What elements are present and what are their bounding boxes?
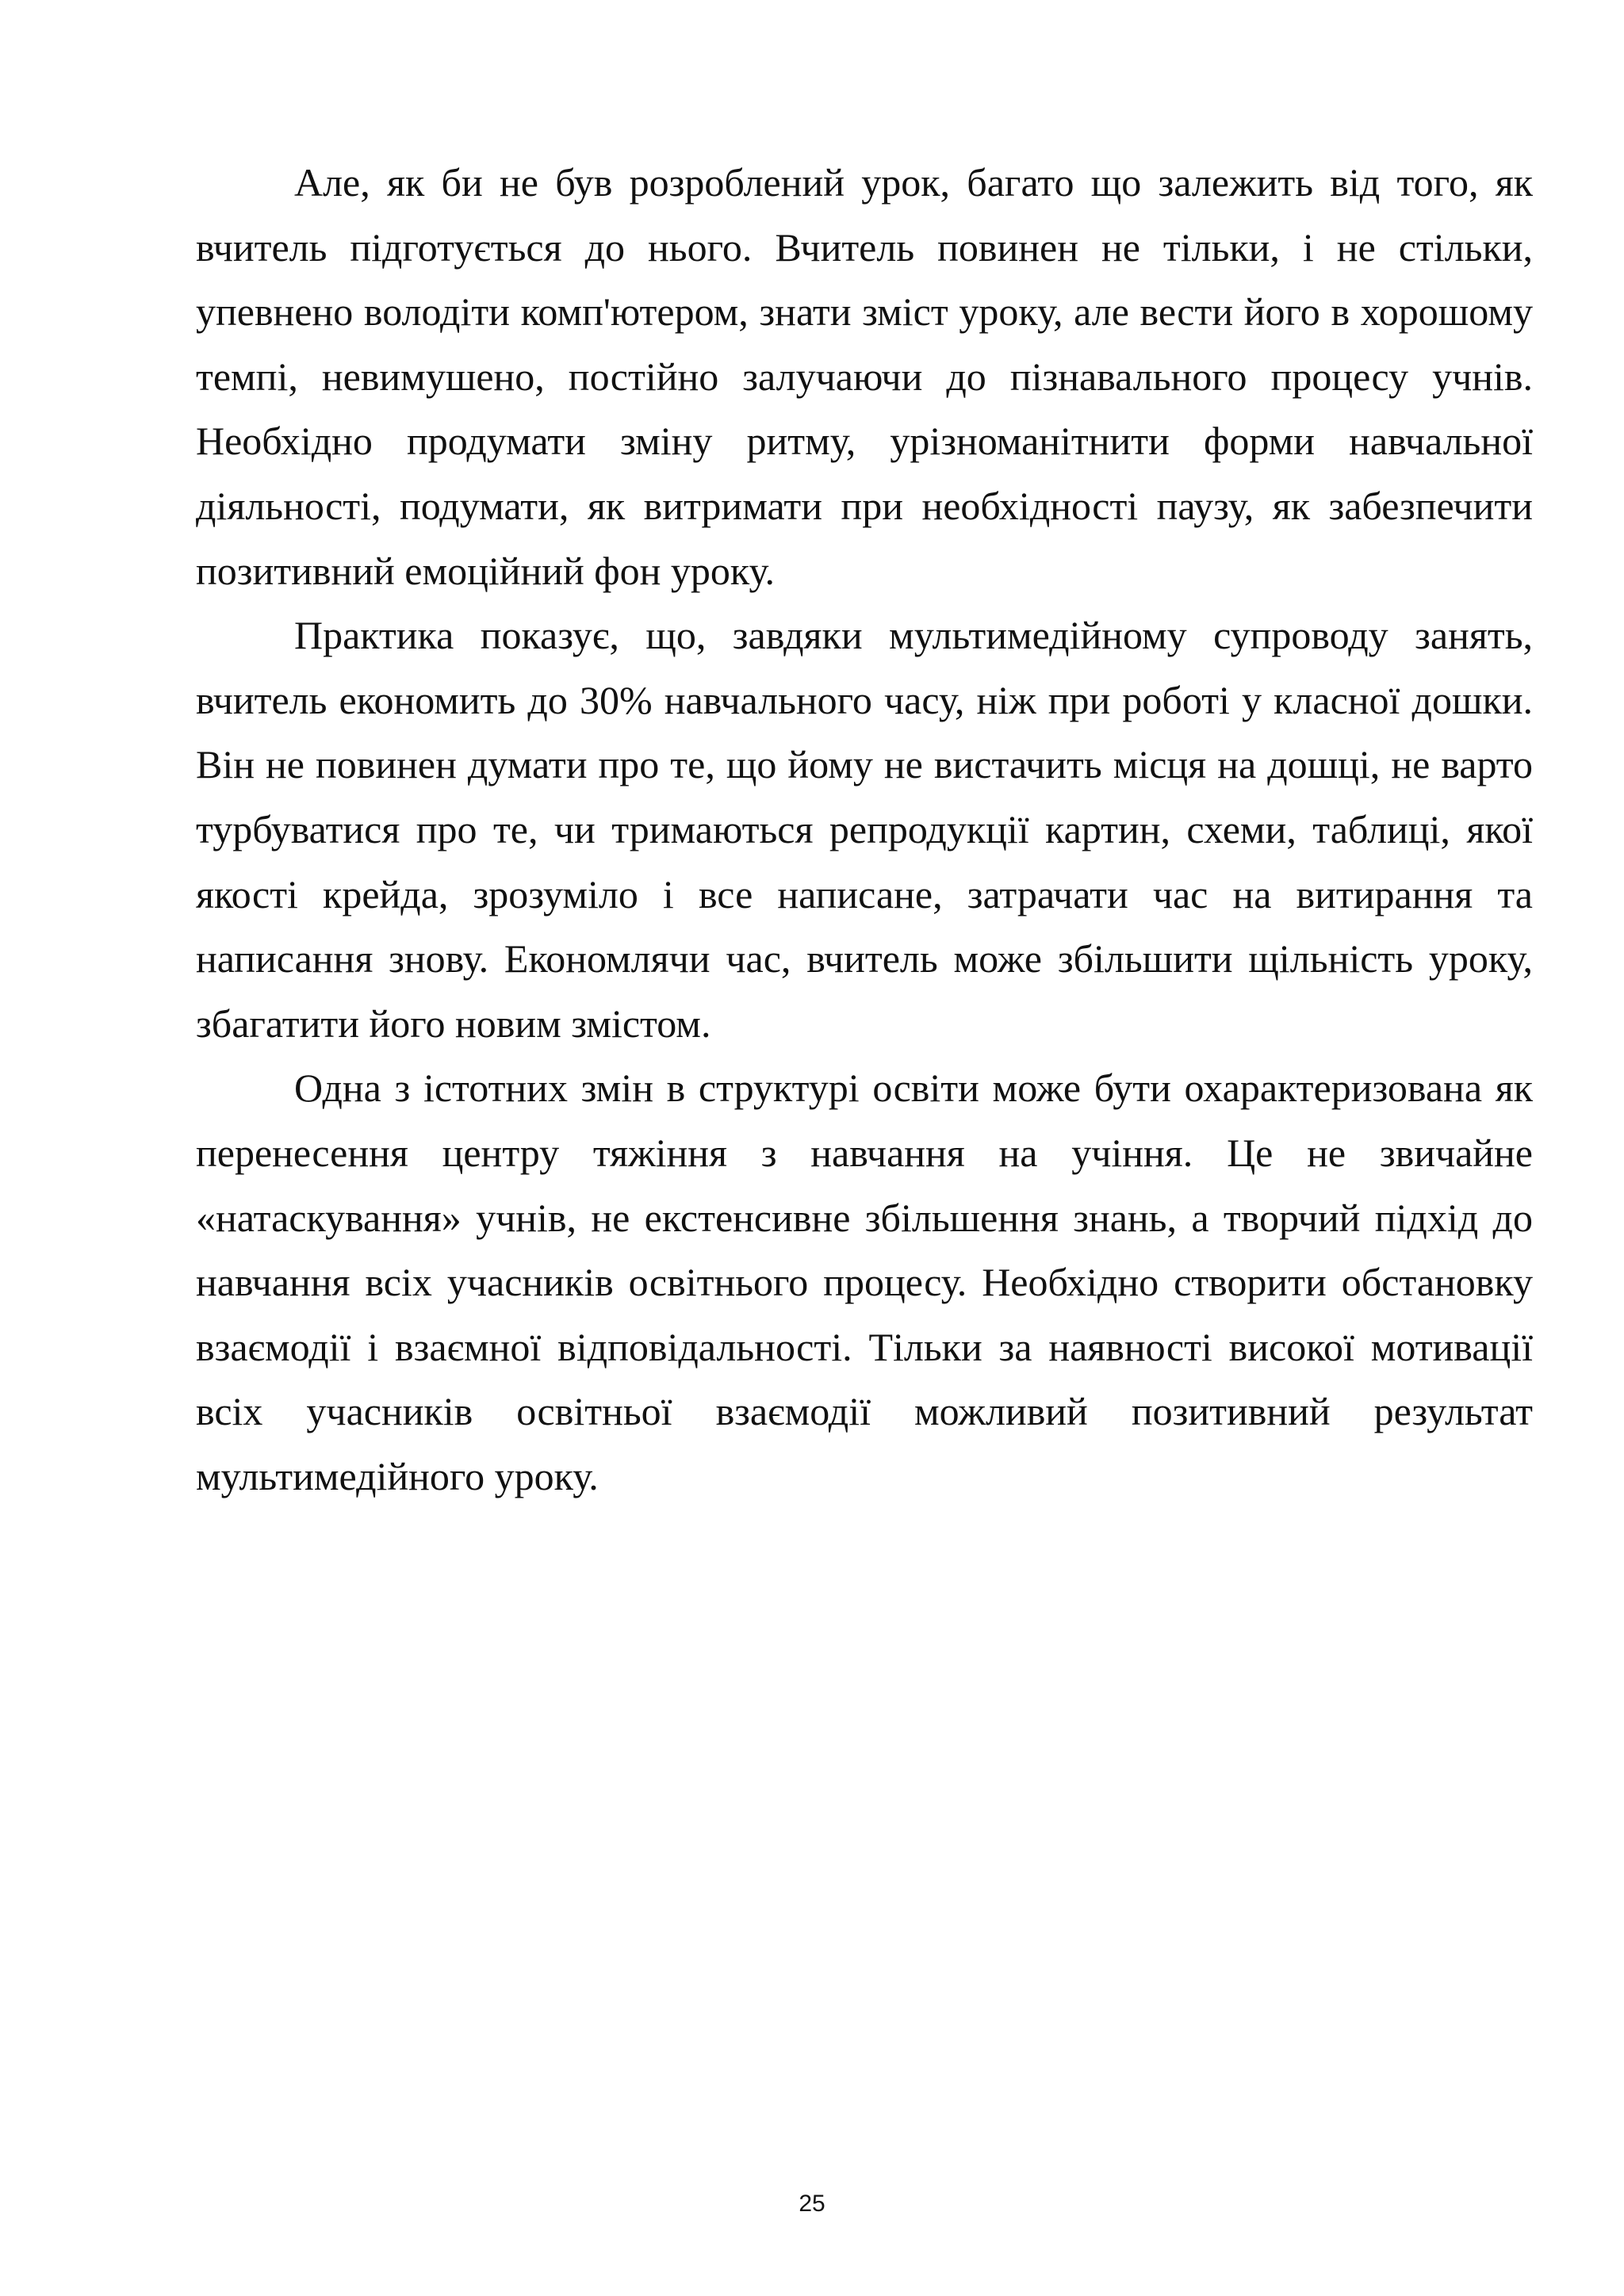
paragraph-lesson-preparation: Але, як би не був розроблений урок, багато що залежить від того, як вчитель підготується до нього. Вчитель повинен не тільки, і не стільки, упевнено володіти комп'ютером, знати зміст уроку, але вести його в хорошому темпі, невимушено, постійно залучаючи до пізнавального процесу учнів. Необхідно продумати зміну ритму, урізноманітнити форми навчальної діяльності, подумати, як витримати при необхідності паузу, як забезпечити позитивний емоційний фон уроку. (196, 160, 1533, 593)
paragraph-education-structure: Одна з істотних змін в структурі освіти може бути охарактеризована як перенесення центру тяжіння з навчання на учіння. Це не звичайне «натаскування» учнів, не екстенсивне збільшення знань, а творчий підхід до навчання всіх учасників освітнього процесу. Необхідно створити обстановку взаємодії і взаємної відповідальності. Тільки за наявності високої мотивації всіх учасників освітньої взаємодії можливий позитивний результат мультимедійного уроку. (196, 1066, 1533, 1498)
paragraph-multimedia-practice: Практика показує, що, завдяки мультимедійному супроводу занять, вчитель економить до 30% навчального часу, ніж при роботі у класної дошки. Він не повинен думати про те, що йому не вистачить місця на дошці, не варто турбуватися про те, чи тримаються репродукції картин, схеми, таблиці, якої якості крейда, зрозуміло і все написане, затрачати час на витирання та написання знову. Економлячи час, вчитель може збільшити щільність уроку, збагатити його новим змістом. (196, 613, 1533, 1046)
body-text (196, 151, 1533, 1509)
page-number: 25 (799, 2191, 825, 2217)
